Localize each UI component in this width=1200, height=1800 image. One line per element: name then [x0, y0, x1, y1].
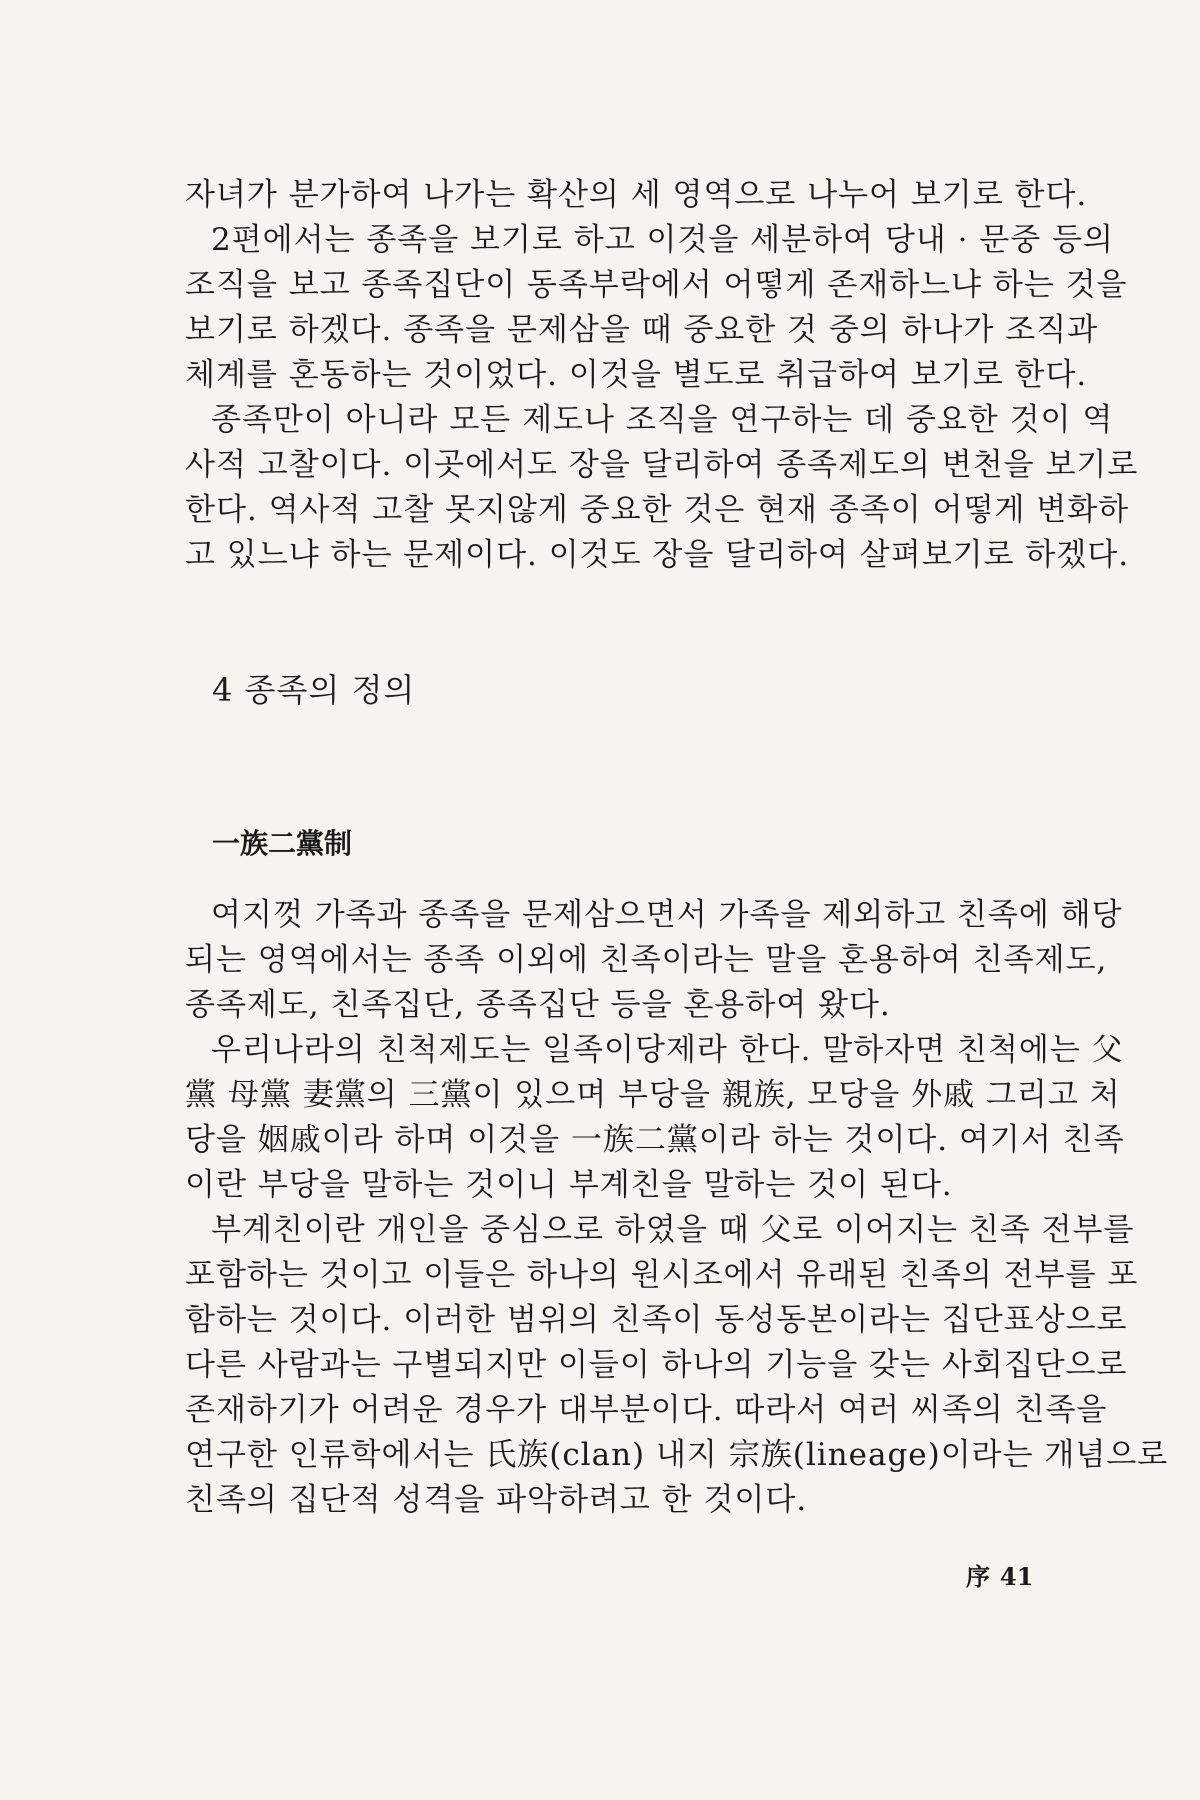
text-line: 연구한 인류학에서는 氏族(clan) 내지 宗族(lineage)이라는 개념으로 [185, 1437, 1169, 1473]
section-heading: 4 종족의 정의 [212, 671, 416, 709]
text-line: 우리나라의 친척제도는 일족이당제라 한다. 말하자면 친척에는 父 [211, 1032, 1124, 1068]
text-line: 黨 母黨 妻黨의 三黨이 있으며 부당을 親族, 모당을 外戚 그리고 처 [185, 1077, 1121, 1113]
text-line: 보기로 하겠다. 종족을 문제삼을 때 중요한 것 중의 하나가 조직과 [185, 312, 1099, 348]
paragraph-6 [185, 1208, 1169, 1523]
text-line: 친족의 집단적 성격을 파악하려고 한 것이다. [185, 1482, 808, 1518]
text-line: 부계친이란 개인을 중심으로 하였을 때 父로 이어지는 친족 전부를 [211, 1212, 1135, 1248]
text-line: 포함하는 것이고 이들은 하나의 원시조에서 유래된 친족의 전부를 포 [185, 1257, 1139, 1293]
text-line: 되는 영역에서는 종족 이외에 친족이라는 말을 혼용하여 친족제도, [185, 942, 1108, 978]
text-line: 함하는 것이다. 이러한 범위의 친족이 동성동본이라는 집단표상으로 [185, 1302, 1128, 1338]
text-line: 한다. 역사적 고찰 못지않게 중요한 것은 현재 종족이 어떻게 변화하 [185, 492, 1130, 528]
text-line: 존재하기가 어려운 경우가 대부분이다. 따라서 여러 씨족의 친족을 [185, 1392, 1108, 1428]
text-line: 종족제도, 친족집단, 종족집단 등을 혼용하여 왔다. [185, 987, 891, 1023]
text-line: 당을 姻戚이라 하며 이것을 一族二黨이라 하는 것이다. 여기서 친족 [185, 1122, 1125, 1158]
section-marker: 序 [966, 1562, 990, 1591]
paragraph-3 [185, 398, 1139, 578]
text-line: 자녀가 분가하여 나가는 확산의 세 영역으로 나누어 보기로 한다. [185, 177, 1088, 213]
text-line: 2편에서는 종족을 보기로 하고 이것을 세분하여 당내 · 문중 등의 [211, 222, 1114, 258]
text-line: 종족만이 아니라 모든 제도나 조직을 연구하는 데 중요한 것이 역 [211, 402, 1114, 438]
paragraph-1 [185, 173, 1088, 218]
text-line: 고 있느냐 하는 문제이다. 이것도 장을 달리하여 살펴보기로 하겠다. [185, 537, 1130, 573]
text-line: 다른 사람과는 구별되지만 이들이 하나의 기능을 갖는 사회집단으로 [185, 1347, 1128, 1383]
text-line: 여지껏 가족과 종족을 문제삼으면서 가족을 제외하고 친족에 해당 [211, 897, 1123, 933]
paragraph-2 [185, 218, 1128, 398]
bottom-text-block [185, 893, 1169, 1523]
text-line: 체계를 혼동하는 것이었다. 이것을 별도로 취급하여 보기로 한다. [185, 357, 1088, 393]
subsection-heading: 一族二黨制 [212, 827, 353, 860]
top-text-block [185, 173, 1139, 578]
text-line: 이란 부당을 말하는 것이니 부계친을 말하는 것이 된다. [185, 1167, 953, 1203]
paragraph-4 [185, 893, 1123, 1028]
paragraph-5 [185, 1028, 1125, 1208]
text-line: 사적 고찰이다. 이곳에서도 장을 달리하여 종족제도의 변천을 보기로 [185, 447, 1139, 483]
text-line: 조직을 보고 종족집단이 동족부락에서 어떻게 존재하느냐 하는 것을 [185, 267, 1128, 303]
page-footer [966, 1557, 1043, 1592]
page-number: 41 [1000, 1562, 1034, 1591]
